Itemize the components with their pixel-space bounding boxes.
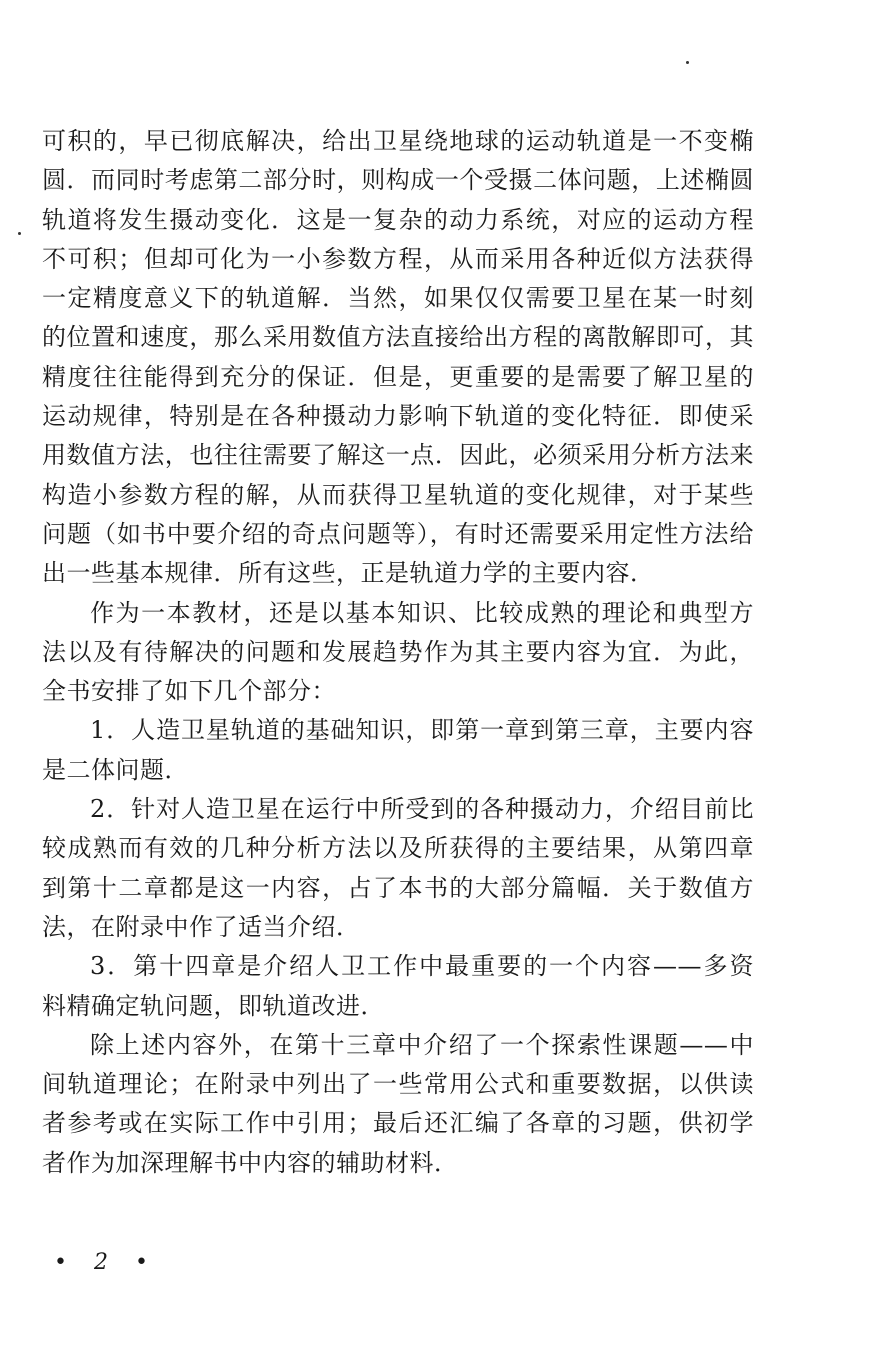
- list-item-2: 2．针对人造卫星在运行中所受到的各种摄动力，介绍目前比: [90, 795, 754, 824]
- text-line: 较成熟而有效的几种分析方法以及所获得的主要结果，从第四章: [42, 834, 754, 863]
- body-text: [42, 122, 754, 1183]
- text-line: 料精确定轨问题，即轨道改进．: [42, 991, 385, 1020]
- scan-speck: [686, 61, 689, 64]
- text-line: 问题（如书中要介绍的奇点问题等），有时还需要采用定性方法给: [42, 519, 754, 548]
- text-line: 构造小参数方程的解，从而获得卫星轨道的变化规律，对于某些: [42, 480, 754, 509]
- page-number: • 2 •: [54, 1250, 158, 1275]
- text-line: 全书安排了如下几个部分：: [42, 677, 336, 706]
- list-item-3: 3．第十四章是介绍人卫工作中最重要的一个内容——多资: [90, 952, 754, 981]
- text-line: 运动规律，特别是在各种摄动力影响下轨道的变化特征．即使采: [42, 402, 754, 431]
- text-line: 间轨道理论；在附录中列出了一些常用公式和重要数据，以供读: [42, 1070, 754, 1099]
- paragraph-start: 除上述内容外，在第十三章中介绍了一个探索性课题——中: [90, 1030, 754, 1059]
- text-line: 的位置和速度，那么采用数值方法直接给出方程的离散解即可，其: [42, 323, 754, 352]
- paragraph-start: 作为一本教材，还是以基本知识、比较成熟的理论和典型方: [90, 598, 754, 627]
- text-line: 者作为加深理解书中内容的辅助材料．: [42, 1148, 459, 1177]
- list-item-1: 1．人造卫星轨道的基础知识，即第一章到第三章，主要内容: [90, 716, 754, 745]
- scan-speck: [18, 232, 21, 235]
- text-line: 轨道将发生摄动变化．这是一复杂的动力系统，对应的运动方程: [42, 205, 754, 234]
- text-line: 者参考或在实际工作中引用；最后还汇编了各章的习题，供初学: [42, 1109, 754, 1138]
- text-line: 到第十二章都是这一内容，占了本书的大部分篇幅．关于数值方: [42, 873, 754, 902]
- text-line: 可积的，早已彻底解决，给出卫星绕地球的运动轨道是一不变椭: [42, 127, 754, 155]
- text-line: 圆．而同时考虑第二部分时，则构成一个受摄二体问题，上述椭圆: [42, 166, 754, 195]
- text-line: 是二体问题．: [42, 755, 189, 784]
- text-line: 出一些基本规律．所有这些，正是轨道力学的主要内容．: [42, 559, 655, 588]
- text-line: 不可积；但却可化为一小参数方程，从而采用各种近似方法获得: [42, 244, 754, 273]
- text-line: 精度往往能得到充分的保证．但是，更重要的是需要了解卫星的: [42, 362, 754, 391]
- text-line: 法以及有待解决的问题和发展趋势作为其主要内容为宜．为此，: [42, 637, 754, 666]
- text-line: 法，在附录中作了适当介绍．: [42, 912, 361, 941]
- text-line: 用数值方法，也往往需要了解这一点．因此，必须采用分析方法来: [42, 441, 754, 470]
- text-line: 一定精度意义下的轨道解．当然，如果仅仅需要卫星在某一时刻: [42, 284, 754, 313]
